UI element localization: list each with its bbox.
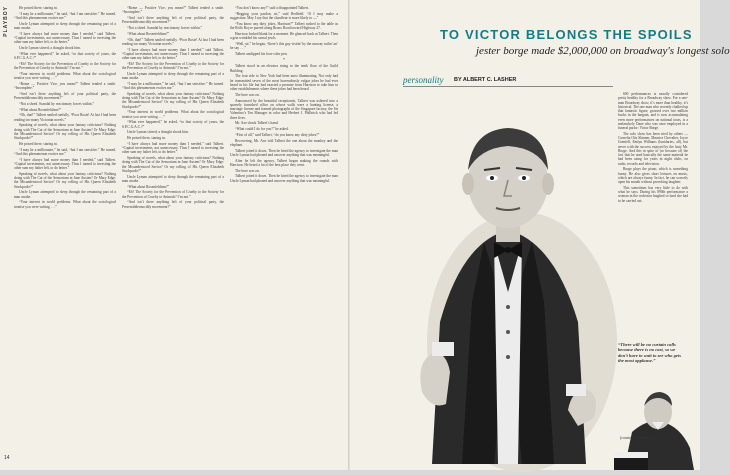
paragraph: “Your interest in world problems. What about the sociological treatise you were writing . . .” <box>14 71 116 80</box>
paragraph: “Oh, that!” Talbert smiled ruefully. “Poor Rosie! At last I had been reading too many Victorian novels.” <box>122 37 224 46</box>
paragraph: “Your interest in world problems. What about the sociological treatise you were writing . . .” <box>122 110 224 119</box>
paragraph: Uncle Lyman stirred; a thought shook him. <box>19 46 81 50</box>
paragraph: “Eh? The Society for the Prevention of Cruelty to the Society for the Prevention of Cruelty to Animals? I’m not.” <box>122 61 224 70</box>
paragraph: “I have always had more money than I needed,” said Talbert. “Capital investments, not unnecessary. Thus I turned to investing the other sum my father left, to do better.” <box>14 157 116 170</box>
paragraph: “I have always had more money than I needed,” said Talbert. “Capital investments, not unnecessary. Thus I turned to investing the other sum my father left, to do better.” <box>122 141 224 155</box>
paragraph: Uncle Lyman attempted to sleep through the remaining part of a man awake. <box>14 21 116 30</box>
paragraph: “Begging your pardon, sir,” said Redfield. “If I may make a suggestion. May I say that the chauffeur is more likely to —” <box>230 11 338 20</box>
paragraph: Talbert jotted it down. Then he hired the agency to investigate the man Uncle Lyman had phoned and uncover anything that was meaningful. <box>230 174 338 183</box>
paragraph: Uncle Lyman stirred; a thought shook him. <box>127 130 189 135</box>
paragraph: “I may be a millionaire,” he said, “but I am sensitive.” He turned. “And this phenomenon excites me.” <box>122 81 224 90</box>
paragraph: Speaking of novels, what about your fantasy criticisms? Nothing doing with The Cat of the Sensorium in Jane Austen? Or Mary Edge: the Misunderstood Savior? Or my rolling of His Queen Elizabeth Stackpoole?” <box>14 171 116 189</box>
man-in-tuxedo-illustration <box>402 92 614 464</box>
paragraph: “Your interest in world problems. What about the sociological treatise you were writing . . .” <box>14 200 116 209</box>
left-page <box>0 0 350 470</box>
page-number-left: 14 <box>4 455 10 461</box>
paragraph: “What about Rosenfeldism?” <box>127 184 170 189</box>
paragraph: “Eh? The Society for the Prevention of Cruelty to the Society for the Prevention of Cruelty to Animals? I’m not.” <box>14 61 116 70</box>
paragraph: “Oh, that!” Talbert smiled ruefully. “Poor Rosie! At last I had been reading too many Victorian novels.” <box>14 113 116 122</box>
pull-quote: “There will be no curtain calls because there is no cast, so we don’t have to wait to see who gets the most applause.” <box>618 342 681 364</box>
paragraph: Harrison looked blank for a moment. He glanced back at Talbert. Then a grin wrinkled his carnal jowls. <box>230 31 338 40</box>
paragraph: Uncle Lyman attempted to sleep through the remaining part of a man awake. <box>122 174 224 183</box>
text-column-1 <box>14 6 116 458</box>
paragraph: Talbert jotted it down. Then he hired the agency to investigate the man Uncle Lyman had phoned and uncover anything that was meaningful. <box>230 148 338 157</box>
inset-photo <box>614 378 700 470</box>
magazine-name-vertical: PLAYBOY <box>3 6 9 37</box>
paragraph: He poised there, staring in. <box>127 136 166 140</box>
paragraph: Speaking of novels, what about your fantasy criticisms? Nothing doing with The Cat of the Sensorium in Jane Austen? Or Mary Edge: the Misunderstood Savior? Or my rolling of His Queen Elizabeth Stackpoole?” <box>122 91 224 109</box>
paragraph: “First of all,” said Talbert, “do you know any dirty jokes?” <box>235 132 320 137</box>
paragraph: “And isn’t there anything left of your political party, the Presentiddeonocibly movement?” <box>122 16 224 25</box>
text-column-2 <box>122 6 224 458</box>
paragraph: “I have always had more money than I needed,” said Talbert. “Capital investments, not unnecessary. Thus I turned to investing the other sum my father left, to do better.” <box>122 47 224 60</box>
paragraph: “Rome — Positive Vice, you mean?” Talbert tended a smile. “Incomplete.” <box>14 81 116 90</box>
paragraph: “Not a shred. Scandal by reactionary forces within.” <box>19 101 95 106</box>
paragraph: “And isn’t there anything left of your political party, the Presentiddeonocibly movement?” <box>14 91 116 100</box>
paragraph: Talbert stood in an elevator rising to the tenth floor of the Guild Building. <box>230 64 338 73</box>
portrait-photo <box>402 92 614 464</box>
paragraph: “You know any dirty jokes, Harrison?” Talbert rushed to the table as the Rolls Royce purred along Bronx Road toward Highway 27. <box>230 21 338 30</box>
text-column-3 <box>230 6 338 458</box>
paragraph: The bore was on. <box>235 92 260 97</box>
paragraph: “And isn’t there anything left of your political party, the Presentiddeonocibly movement?” <box>122 200 224 209</box>
paragraph: “Eh? The Society for the Prevention of Cruelty to the Society for the Prevention of Cruelty to Animals? I’m not.” <box>122 190 224 199</box>
paragraph: The solo show has been tried by others — Cornelia Otis Skinner, Maurice Chevalier, Joyce Grenfell, Emlyn Williams (lunidaries, all), but never with the success enjoyed by the lusty Mr. Borge. And this in spite of (or because of) the fact that he used basically the same material he had been using for years in night clubs, on radio, records and television. <box>618 131 688 166</box>
man-at-piano-illustration <box>614 378 700 470</box>
paragraph: Mr. Axe shook Talbert’s hand. <box>235 121 279 126</box>
paragraph: He poised there, staring in. <box>19 141 58 146</box>
paragraph: “Well, sir,” he began, “there’s this guy visitin’ by the runway railin’ an’ he say . . .” <box>230 41 338 50</box>
paragraph: “What ever happened,” he asked, “to that society of yours, the S.P.C.G.A.C.?” <box>122 120 224 129</box>
byline: BY ALBERT C. LASHER <box>454 77 517 83</box>
paragraph: 600 performances is usually considered pretty healthy for a Broadway show. For a one-man Broadway show, it’s more than healthy, it’s historical. The one man who recently chalked up that fantastic figure, grossed over two million bucks in the bargain, and is now accumulating even more performances on national tours, is a melancholy Dane who was once employed in a funeral parlor: Victor Borge. <box>618 92 688 130</box>
paragraph: “Rome — Positive Vice, you mean?” Talbert tended a smile. “Incomplete.” <box>122 6 224 15</box>
paragraph: “I may be a millionaire,” he said, “but I am sensitive.” He turned. “And this phenomenon excites me.” <box>14 147 116 156</box>
paragraph: The bore was on. <box>235 168 260 173</box>
right-text-column <box>618 92 688 338</box>
paragraph: Uncle Lyman attempted to sleep through the remaining part of a man awake. <box>122 71 224 80</box>
paragraph: “I have always had more money than I needed,” said Talbert. “Capital investments, not unnecessary. Thus I turned to investing the other sum my father left, to do better.” <box>14 31 116 45</box>
paragraph: “I may be a millionaire,” he said, “but I am sensitive.” He turned. “And this phenomenon excites me.” <box>14 11 116 20</box>
paragraph: This sometimes has very little to do with what he says. During his 890th performance a woman in the orchestra laughed so hard she had to be carried out. <box>618 185 688 203</box>
article-headline: TO VICTOR BELONGS THE SPOILS <box>440 27 693 42</box>
paragraph: Borge plays the piano, which is something funny. He also gives short lectures on music, which are always funny. In fact, he can scarcely open his mouth without provoking laughter. <box>618 167 688 184</box>
paragraph: “Not a shred. Scandal by reactionary forces within.” <box>127 26 203 30</box>
paragraph: “What ever happened,” he asked, “to that society of yours, the S.P.C.G.A.C.?” <box>14 51 116 60</box>
paragraph: Uncle Lyman attempted to sleep through the remaining part of a man awake. <box>14 190 116 199</box>
paragraph: Announced by the beautiful receptionist, Talbert was ushered into a sparsely furnished office on whose walls were a hunting license, a marriage license and framed photographs of the Singapore factory, the Sir Valentino’s Ten Manager in color and Herbert J. Philbrick who had led three lives. <box>230 98 338 120</box>
paragraph: He poised there, staring in. <box>19 6 58 10</box>
paragraph: “You don’t know any!” said a disappointed Talbert. <box>235 6 309 10</box>
article-deck: jester borge made $2,000,000 on broadway's longest solo <box>476 45 730 57</box>
department-label: personality <box>403 75 444 85</box>
paragraph: “What about Rosenfeldism?” <box>127 31 170 36</box>
divider <box>403 86 613 87</box>
section-break: * <box>283 57 285 62</box>
continued-note: (continued on page 26) <box>620 435 658 440</box>
paragraph: Recovering, Mr. Axe told Talbert the one about the monkey and the elephant. <box>230 138 338 147</box>
paragraph: The four ride to New York had been most illuminating. Not only had he transmitted seven of the most horrendously vulgar jokes he had ever heard in his life but had exacted a promise from Harrison to take him to other establishments where these jokes had been heard. <box>230 74 338 91</box>
paragraph: “What about Rosenfeldism?” <box>19 107 62 112</box>
paragraph: After he left the agency, Talbert began making the rounds with Harrison. He heard a lot of the best place they went. <box>230 158 338 167</box>
paragraph: Talbert unslipped his four-color pen. <box>235 51 288 56</box>
paragraph: Speaking of novels, what about your fantasy criticisms? Nothing doing with The Cat of the Sensorium in Jane Austen? Or Mary Edge: the Misunderstood Savior? Or my rolling of His Queen Elizabeth Stackpoole?” <box>122 156 224 173</box>
paragraph: Speaking of novels, what about your fantasy criticisms? Nothing doing with The Cat of the Sensorium in Jane Austen? Or Mary Edge: the Misunderstood Savior? Or my rolling of His Queen Elizabeth Stackpoole?” <box>14 123 116 140</box>
paragraph: “What could I do for you?” he asked. <box>235 127 289 131</box>
